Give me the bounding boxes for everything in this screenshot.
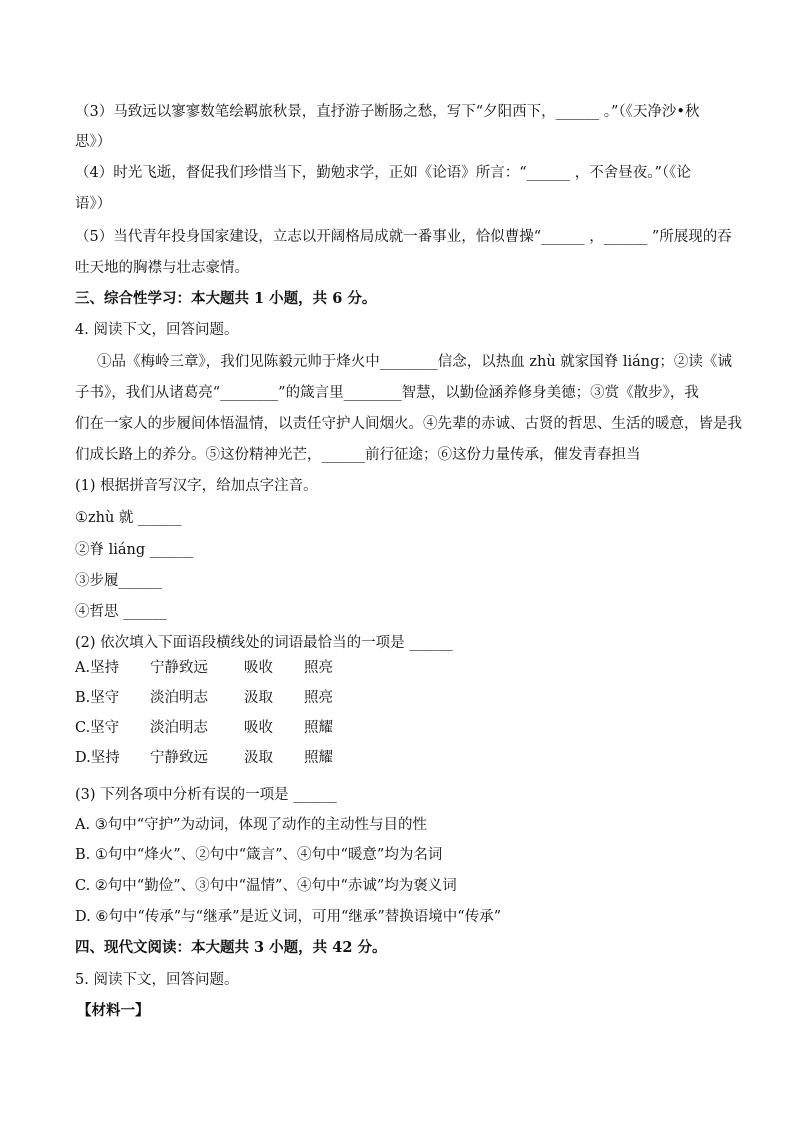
choice-b: B. ①句中“烽火”、②句中“箴言”、④句中“暖意”均为名词 [75,847,443,863]
question-4-line-1: （4）时光飞逝，督促我们珍惜当下，勤勉求学，正如《论语》所言：“______ ，不舍昼夜。”（《论 [75,165,691,181]
item-4-prompt: 4. 阅读下文，回答问题。 [75,322,239,338]
option-word: 照亮 [304,690,333,706]
material-1-heading: 【材料一】 [77,1002,150,1019]
passage-line-3: 们在一家人的步履间体悟温情，以责任守护人间烟火。④先辈的赤诚、古贤的哲思、生活的暖意，皆是我 [75,416,742,432]
option-b [75,688,364,708]
question-3-line-2: 思》） [75,134,112,150]
option-word: 照耀 [304,720,333,736]
option-label: C.坚守 [75,720,120,736]
option-word: 淡泊明志 [150,690,208,706]
choice-d: D. ⑥句中“传承”与“继承”是近义词，可用“继承”替换语境中“传承” [75,909,502,925]
item-5-prompt: 5. 阅读下文，回答问题。 [75,972,239,988]
passage-line-4: 们成长路上的养分。⑤这份精神光芒，______前行征途；⑥这份力量传承，催发青春担当 [75,447,641,463]
passage-line-2: 子书》，我们从诸葛亮“________”的箴言里________智慧，以勤俭涵养修身美德；③赏《散步》，我 [75,385,699,401]
section-4-heading: 四、现代文阅读：本大题共 3 小题，共 42 分。 [75,939,387,956]
sub-question-1: (1) 根据拼音写汉字，给加点字注音。 [75,478,318,494]
question-5-line-2: 吐天地的胸襟与壮志豪情。 [75,260,249,276]
sub-question-1-item-3: ③步履______ [75,573,162,589]
choice-a: A. ③句中“守护”为动词，体现了动作的主动性与目的性 [75,817,428,833]
option-word: 淡泊明志 [150,720,208,736]
sub-question-1-item-2: ②脊 liáng ______ [75,542,194,558]
option-word: 宁静致远 [150,660,208,676]
option-word: 宁静致远 [150,750,208,766]
section-3-heading: 三、综合性学习：本大题共 1 小题，共 6 分。 [75,290,377,307]
option-c [75,718,364,738]
choice-c: C. ②句中“勤俭”、③句中“温情”、④句中“赤诚”均为褒义词 [75,878,457,894]
sub-question-1-item-4: ④哲思 ______ [75,604,167,620]
sub-question-2: (2) 依次填入下面语段横线处的词语最恰当的一项是 ______ [75,635,453,651]
passage-line-1: ①品《梅岭三章》，我们见陈毅元帅于烽火中________信念，以热血 zhù 就家国脊 liáng；②读《诫 [97,354,732,370]
option-word: 照亮 [304,660,333,676]
option-word: 照耀 [304,750,333,766]
option-label: A.坚持 [75,660,120,676]
option-d [75,748,364,768]
option-word: 汲取 [244,750,273,766]
sub-question-1-item-1: ①zhù 就 ______ [75,510,182,526]
option-word: 吸收 [244,720,273,736]
option-word: 汲取 [244,690,273,706]
option-a [75,658,364,678]
question-5-line-1: （5）当代青年投身国家建设，立志以开阔格局成就一番事业，恰似曹操“______ ，______ ”所展现的吞 [75,229,732,245]
sub-question-3: (3) 下列各项中分析有误的一项是 ______ [75,787,337,803]
option-word: 吸收 [244,660,273,676]
option-label: B.坚守 [75,690,120,706]
option-label: D.坚持 [75,750,120,766]
question-4-line-2: 语》） [75,196,112,212]
question-3-line-1: （3）马致远以寥寥数笔绘羁旅秋景，直抒游子断肠之愁，写下“夕阳西下，______ 。”（《天净沙•秋 [75,104,700,120]
